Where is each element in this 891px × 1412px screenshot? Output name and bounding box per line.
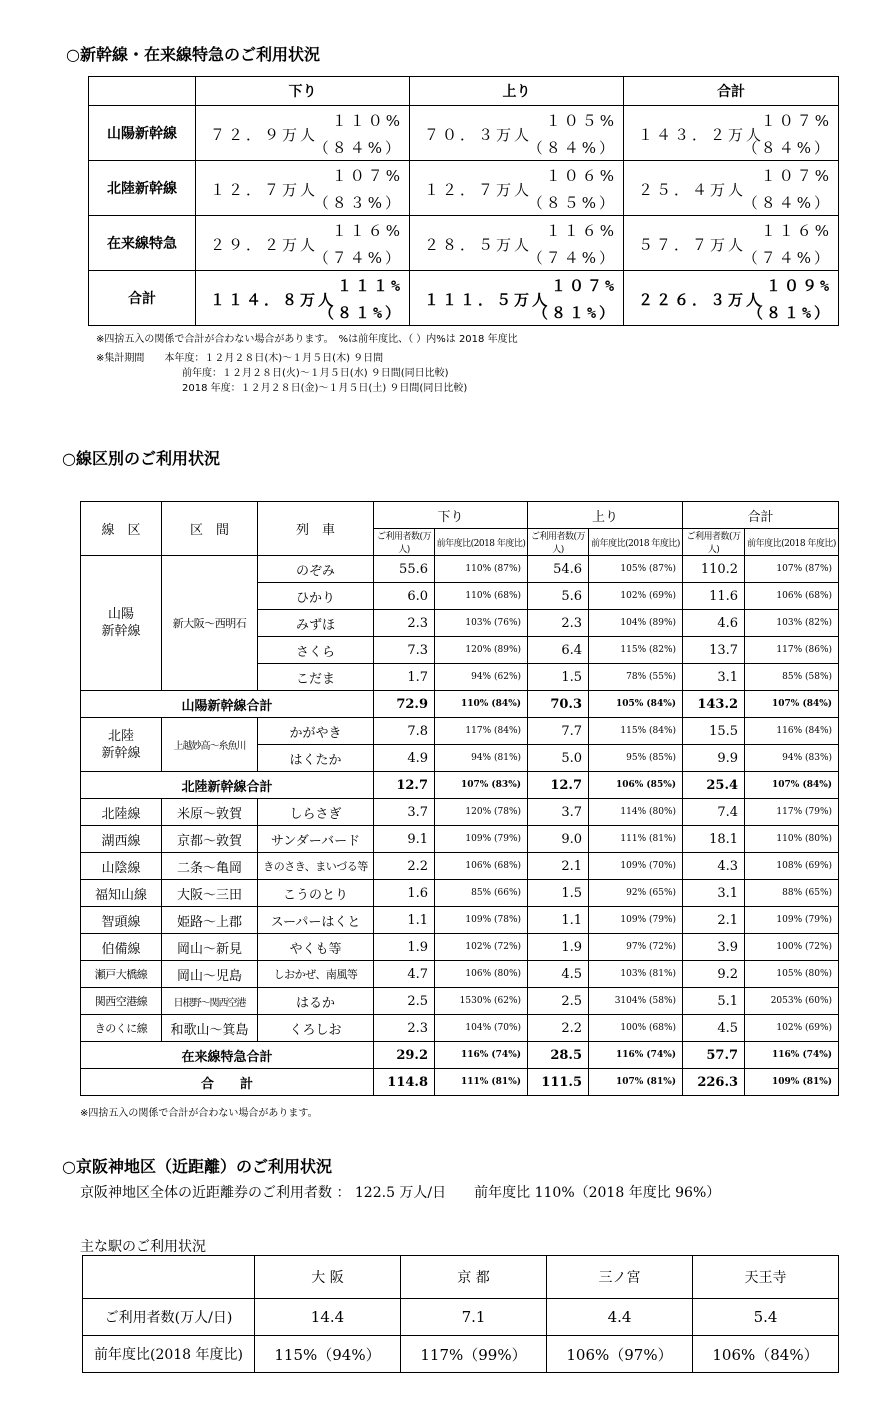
users-value: 4.9 <box>374 745 435 772</box>
ratio-value: 3104% (58%) <box>589 988 683 1015</box>
summary-row <box>89 161 839 216</box>
ratio-value: 120% (78%) <box>435 799 528 826</box>
users-value: ２２６．３万人 <box>638 291 765 309</box>
users-value: 7.8 <box>374 718 435 745</box>
ratio-value: 103% (82%) <box>745 610 839 637</box>
note-period-current: ※集計期間 本年度：１２月２８日(木)～１月５日(木) ９日間 <box>96 353 384 364</box>
ratio-value: 116% (74%) <box>435 1042 528 1069</box>
users-value: 2.2 <box>528 1015 589 1042</box>
ratio-2018: （８４%） <box>742 139 832 157</box>
train-name: のぞみ <box>258 556 374 583</box>
users-value: １２．７万人 <box>424 181 533 199</box>
ratio-2018: （８１%） <box>318 304 403 322</box>
line-name: 智頭線 <box>81 907 162 934</box>
ratio-value: 107% (87%) <box>745 556 839 583</box>
ratio-value: 1530% (62%) <box>435 988 528 1015</box>
section-name: 二条～亀岡 <box>162 853 258 880</box>
ratio-value: 94% (81%) <box>435 745 528 772</box>
users-value: 2.1 <box>528 853 589 880</box>
users-value: １１４．８万人 <box>210 291 337 309</box>
summary-cell <box>196 271 410 326</box>
users-value: 5.1 <box>683 988 745 1015</box>
users-value: 70.3 <box>528 691 589 718</box>
train-row <box>81 853 839 880</box>
ratio-2018: （８１%） <box>747 304 832 322</box>
users-value: 3.1 <box>683 880 745 907</box>
ratio-value: 115%（94%） <box>255 1336 401 1373</box>
users-value: 15.5 <box>683 718 745 745</box>
ratio-value: 95% (85%) <box>589 745 683 772</box>
users-value: 114.8 <box>374 1069 435 1096</box>
row-label-ratio: 前年度比(2018 年度比) <box>83 1336 255 1373</box>
row-label: 合計 <box>89 271 196 326</box>
ratio-value: 116% (74%) <box>745 1042 839 1069</box>
header-total: 合計 <box>683 502 839 529</box>
train-row <box>81 1015 839 1042</box>
ratio-value: 109% (79%) <box>745 907 839 934</box>
note-period-2018: 2018 年度：１２月２８日(金)～１月５日(土) ９日間(同日比較) <box>182 383 468 394</box>
ratio-value: 92% (65%) <box>589 880 683 907</box>
ratio-value: 105% (80%) <box>745 961 839 988</box>
train-row <box>81 799 839 826</box>
users-value: 28.5 <box>528 1042 589 1069</box>
section-name: 和歌山～箕島 <box>162 1015 258 1042</box>
ratio-value: 107% (81%) <box>589 1069 683 1096</box>
prev-ratio: １０７% <box>550 277 617 295</box>
ratio-value: 106% (68%) <box>745 583 839 610</box>
summary-cell <box>624 216 839 271</box>
users-value: 72.9 <box>374 691 435 718</box>
train-name: こだま <box>258 664 374 691</box>
ratio-value: 94% (83%) <box>745 745 839 772</box>
line-name: 湖西線 <box>81 826 162 853</box>
subtotal-label: 北陸新幹線合計 <box>81 772 374 799</box>
summary-cell <box>410 216 624 271</box>
users-value: 1.1 <box>374 907 435 934</box>
station-tennoji: 天王寺 <box>693 1256 839 1299</box>
ratio-2018: （７４%） <box>527 249 617 267</box>
stations-title: 主な駅のご利用状況 <box>80 1239 206 1255</box>
train-row <box>81 880 839 907</box>
ratio-value: 116% (84%) <box>745 718 839 745</box>
prev-ratio: １０６% <box>545 167 617 185</box>
users-value: 57.7 <box>683 1042 745 1069</box>
ratio-value: 110% (84%) <box>435 691 528 718</box>
ratio-2018: （８５%） <box>527 194 617 212</box>
ratio-value: 100% (72%) <box>745 934 839 961</box>
line-detail-table <box>80 501 839 1096</box>
ratio-value: 109% (79%) <box>435 826 528 853</box>
users-value: ５７．７万人 <box>638 236 747 254</box>
users-value: 11.6 <box>683 583 745 610</box>
header-down: 下り <box>374 502 528 529</box>
corner-cell <box>89 77 196 106</box>
section-name: 京都～敦賀 <box>162 826 258 853</box>
section1-title: ○新幹線・在来線特急のご利用状況 <box>66 45 320 64</box>
row-label: 在来線特急 <box>89 216 196 271</box>
station-table <box>82 1255 839 1373</box>
subtotal-label: 山陽新幹線合計 <box>81 691 374 718</box>
ratio-value: 107% (83%) <box>435 772 528 799</box>
prev-ratio: １０７% <box>331 167 403 185</box>
header-total: 合計 <box>624 77 839 106</box>
users-value: １２．７万人 <box>210 181 319 199</box>
ratio-2018: （８１%） <box>532 304 617 322</box>
train-row <box>81 988 839 1015</box>
sub-ratio: 前年度比(2018 年度比) <box>435 529 528 556</box>
users-value: 1.9 <box>374 934 435 961</box>
sub-users: ご利用者数(万人) <box>683 529 745 556</box>
users-value: 110.2 <box>683 556 745 583</box>
train-name: きのさき、まいづる等 <box>258 853 374 880</box>
line-name: 瀬戸大橋線 <box>81 961 162 988</box>
train-row <box>81 826 839 853</box>
users-value: 9.1 <box>374 826 435 853</box>
ratio-value: 106%（97%） <box>547 1336 693 1373</box>
users-value: 7.4 <box>683 799 745 826</box>
ratio-value: 120% (89%) <box>435 637 528 664</box>
ratio-value: 110% (80%) <box>745 826 839 853</box>
users-value: 12.7 <box>374 772 435 799</box>
ratio-value: 106%（84%） <box>693 1336 839 1373</box>
line-name: 北陸 新幹線 <box>81 718 162 772</box>
section-name: 大阪～三田 <box>162 880 258 907</box>
users-value: ７０．３万人 <box>424 126 533 144</box>
train-name: はるか <box>258 988 374 1015</box>
ratio-value: 114% (80%) <box>589 799 683 826</box>
row-label: 山陽新幹線 <box>89 106 196 161</box>
users-value: 111.5 <box>528 1069 589 1096</box>
ratio-value: 103% (81%) <box>589 961 683 988</box>
train-name: みずほ <box>258 610 374 637</box>
line-name: 山陰線 <box>81 853 162 880</box>
note-period-prev: 前年度：１２月２８日(火)～１月５日(水) ９日間(同日比較) <box>182 368 449 379</box>
users-value: 1.7 <box>374 664 435 691</box>
prev-ratio: １１６% <box>545 222 617 240</box>
train-name: スーパーはくと <box>258 907 374 934</box>
train-name: サンダーバード <box>258 826 374 853</box>
ratio-value: 116% (74%) <box>589 1042 683 1069</box>
ratio-value: 78% (55%) <box>589 664 683 691</box>
sub-users: ご利用者数(万人) <box>374 529 435 556</box>
ratio-2018: （８４%） <box>742 194 832 212</box>
summary-row <box>89 271 839 326</box>
ratio-value: 103% (76%) <box>435 610 528 637</box>
train-row <box>81 907 839 934</box>
prev-ratio: １１６% <box>331 222 403 240</box>
prev-ratio: １１０% <box>331 112 403 130</box>
ratio-2018: （７４%） <box>742 249 832 267</box>
subtotal-label: 在来線特急合計 <box>81 1042 374 1069</box>
users-value: 25.4 <box>683 772 745 799</box>
summary-cell <box>196 216 410 271</box>
train-name: さくら <box>258 637 374 664</box>
shinkansen-summary-table <box>88 76 839 326</box>
train-row <box>81 934 839 961</box>
ratio-value: 88% (65%) <box>745 880 839 907</box>
ratio-value: 106% (85%) <box>589 772 683 799</box>
users-value: 2.1 <box>683 907 745 934</box>
train-name: ひかり <box>258 583 374 610</box>
ratio-value: 97% (72%) <box>589 934 683 961</box>
users-value: 54.6 <box>528 556 589 583</box>
line-name: 関西空港線 <box>81 988 162 1015</box>
ratio-value: 106% (68%) <box>435 853 528 880</box>
ratio-value: 105% (84%) <box>589 691 683 718</box>
row-label-users: ご利用者数(万人/日) <box>83 1299 255 1336</box>
users-value: １１１．５万人 <box>424 291 551 309</box>
train-name: はくたか <box>258 745 374 772</box>
summary-cell <box>624 271 839 326</box>
header-up: 上り <box>528 502 683 529</box>
kansai-summary: 京阪神地区全体の近距離券のご利用者数 ： 122.5 万人/日 前年度比 110%（2018 年度比 96%） <box>80 1185 721 1201</box>
subtotal-row <box>81 691 839 718</box>
users-value: 2.3 <box>374 610 435 637</box>
summary-cell <box>410 106 624 161</box>
users-value: ２９．２万人 <box>210 236 319 254</box>
train-name: くろしお <box>258 1015 374 1042</box>
note-rounding-2: ※四捨五入の関係で合計が合わない場合があります。 <box>80 1108 318 1119</box>
train-name: やくも等 <box>258 934 374 961</box>
users-value: 4.3 <box>683 853 745 880</box>
station-kyoto: 京 都 <box>401 1256 547 1299</box>
ratio-value: 102% (69%) <box>745 1015 839 1042</box>
users-value: ２８．５万人 <box>424 236 533 254</box>
ratio-value: 109% (70%) <box>589 853 683 880</box>
ratio-value: 2053% (60%) <box>745 988 839 1015</box>
ratio-value: 94% (62%) <box>435 664 528 691</box>
ratio-value: 105% (87%) <box>589 556 683 583</box>
users-value: 4.5 <box>683 1015 745 1042</box>
train-name: しおかぜ、南風等 <box>258 961 374 988</box>
ratio-value: 117% (84%) <box>435 718 528 745</box>
sub-users: ご利用者数(万人) <box>528 529 589 556</box>
summary-cell <box>410 271 624 326</box>
section-name: 岡山～新見 <box>162 934 258 961</box>
users-value: 9.0 <box>528 826 589 853</box>
prev-ratio: １１１% <box>336 277 403 295</box>
users-value: 1.5 <box>528 880 589 907</box>
train-row <box>81 961 839 988</box>
subtotal-row <box>81 1042 839 1069</box>
header-up: 上り <box>410 77 624 106</box>
ratio-value: 110% (87%) <box>435 556 528 583</box>
ratio-value: 117%（99%） <box>401 1336 547 1373</box>
users-value: ２５．４万人 <box>638 181 747 199</box>
users-value: 2.5 <box>528 988 589 1015</box>
users-value: 2.3 <box>528 610 589 637</box>
ratio-value: 100% (68%) <box>589 1015 683 1042</box>
subtotal-row <box>81 1069 839 1096</box>
ratio-value: 115% (82%) <box>589 637 683 664</box>
users-value: 6.0 <box>374 583 435 610</box>
ratio-value: 110% (68%) <box>435 583 528 610</box>
line-name: 伯備線 <box>81 934 162 961</box>
ratio-value: 85% (66%) <box>435 880 528 907</box>
users-value: 7.3 <box>374 637 435 664</box>
users-value: 2.5 <box>374 988 435 1015</box>
ratio-value: 111% (81%) <box>435 1069 528 1096</box>
ratio-value: 109% (81%) <box>745 1069 839 1096</box>
users-value: 1.9 <box>528 934 589 961</box>
prev-ratio: １０９% <box>765 277 832 295</box>
ratio-value: 111% (81%) <box>589 826 683 853</box>
users-value: 9.9 <box>683 745 745 772</box>
prev-ratio: １１６% <box>760 222 832 240</box>
users-value: 5.0 <box>528 745 589 772</box>
ratio-value: 109% (78%) <box>435 907 528 934</box>
train-name: こうのとり <box>258 880 374 907</box>
section-name: 日根野～関西空港 <box>162 988 258 1015</box>
users-value: 5.4 <box>693 1299 839 1336</box>
users-value: 226.3 <box>683 1069 745 1096</box>
train-row <box>81 718 839 745</box>
summary-row <box>89 106 839 161</box>
users-value: 3.7 <box>528 799 589 826</box>
prev-ratio: １０５% <box>545 112 617 130</box>
line-name: 福知山線 <box>81 880 162 907</box>
users-value: 3.1 <box>683 664 745 691</box>
ratio-value: 85% (58%) <box>745 664 839 691</box>
line-name: きのくに線 <box>81 1015 162 1042</box>
users-value: 4.7 <box>374 961 435 988</box>
users-value: 2.3 <box>374 1015 435 1042</box>
users-value: 13.7 <box>683 637 745 664</box>
users-value: 4.4 <box>547 1299 693 1336</box>
sub-ratio: 前年度比(2018 年度比) <box>745 529 839 556</box>
users-value: 7.1 <box>401 1299 547 1336</box>
header-train: 列 車 <box>258 502 374 556</box>
train-name: しらさぎ <box>258 799 374 826</box>
ratio-value: 104% (89%) <box>589 610 683 637</box>
note-rounding: ※四捨五入の関係で合計が合わない場合があります。 %は前年度比、（ ）内%は 2018 年度比 <box>96 334 518 345</box>
users-value: 1.1 <box>528 907 589 934</box>
subtotal-row <box>81 772 839 799</box>
summary-cell <box>196 106 410 161</box>
prev-ratio: １０７% <box>760 112 832 130</box>
summary-cell <box>196 161 410 216</box>
corner-cell <box>83 1256 255 1299</box>
users-value: 3.9 <box>683 934 745 961</box>
section-name: 新大阪～西明石 <box>162 556 258 691</box>
section-name: 米原～敦賀 <box>162 799 258 826</box>
section3-title: ○京阪神地区（近距離）のご利用状況 <box>62 1157 332 1176</box>
users-value: 3.7 <box>374 799 435 826</box>
ratio-value: 109% (79%) <box>589 907 683 934</box>
users-value: ７２．９万人 <box>210 126 319 144</box>
ratio-value: 102% (69%) <box>589 583 683 610</box>
users-value: １４３．２万人 <box>638 126 765 144</box>
ratio-value: 102% (72%) <box>435 934 528 961</box>
users-value: 1.5 <box>528 664 589 691</box>
ratio-value: 107% (84%) <box>745 691 839 718</box>
row-label: 北陸新幹線 <box>89 161 196 216</box>
subtotal-label: 合 計 <box>81 1069 374 1096</box>
users-value: 7.7 <box>528 718 589 745</box>
section2-title: ○線区別のご利用状況 <box>62 449 220 468</box>
users-value: 12.7 <box>528 772 589 799</box>
summary-cell <box>624 161 839 216</box>
users-value: 2.2 <box>374 853 435 880</box>
ratio-2018: （７４%） <box>313 249 403 267</box>
summary-cell <box>624 106 839 161</box>
users-value: 4.5 <box>528 961 589 988</box>
section-name: 上越妙高～糸魚川 <box>162 718 258 772</box>
users-value: 5.6 <box>528 583 589 610</box>
summary-row <box>89 216 839 271</box>
header-section: 区 間 <box>162 502 258 556</box>
ratio-value: 115% (84%) <box>589 718 683 745</box>
line-name: 北陸線 <box>81 799 162 826</box>
users-value: 29.2 <box>374 1042 435 1069</box>
ratio-value: 107% (84%) <box>745 772 839 799</box>
users-value: 9.2 <box>683 961 745 988</box>
header-line: 線 区 <box>81 502 162 556</box>
ratio-2018: （８４%） <box>527 139 617 157</box>
users-value: 14.4 <box>255 1299 401 1336</box>
users-value: 4.6 <box>683 610 745 637</box>
ratio-2018: （８３%） <box>313 194 403 212</box>
summary-cell <box>410 161 624 216</box>
section-name: 岡山～児島 <box>162 961 258 988</box>
ratio-value: 117% (79%) <box>745 799 839 826</box>
ratio-value: 117% (86%) <box>745 637 839 664</box>
users-value: 143.2 <box>683 691 745 718</box>
header-down: 下り <box>196 77 410 106</box>
ratio-2018: （８４%） <box>313 139 403 157</box>
users-value: 6.4 <box>528 637 589 664</box>
users-value: 18.1 <box>683 826 745 853</box>
users-value: 55.6 <box>374 556 435 583</box>
section-name: 姫路～上郡 <box>162 907 258 934</box>
station-osaka: 大 阪 <box>255 1256 401 1299</box>
ratio-value: 108% (69%) <box>745 853 839 880</box>
sub-ratio: 前年度比(2018 年度比) <box>589 529 683 556</box>
users-value: 1.6 <box>374 880 435 907</box>
train-row <box>81 556 839 583</box>
prev-ratio: １０７% <box>760 167 832 185</box>
train-name: かがやき <box>258 718 374 745</box>
line-name: 山陽 新幹線 <box>81 556 162 691</box>
ratio-value: 106% (80%) <box>435 961 528 988</box>
station-sannomiya: 三ノ宮 <box>547 1256 693 1299</box>
ratio-value: 104% (70%) <box>435 1015 528 1042</box>
